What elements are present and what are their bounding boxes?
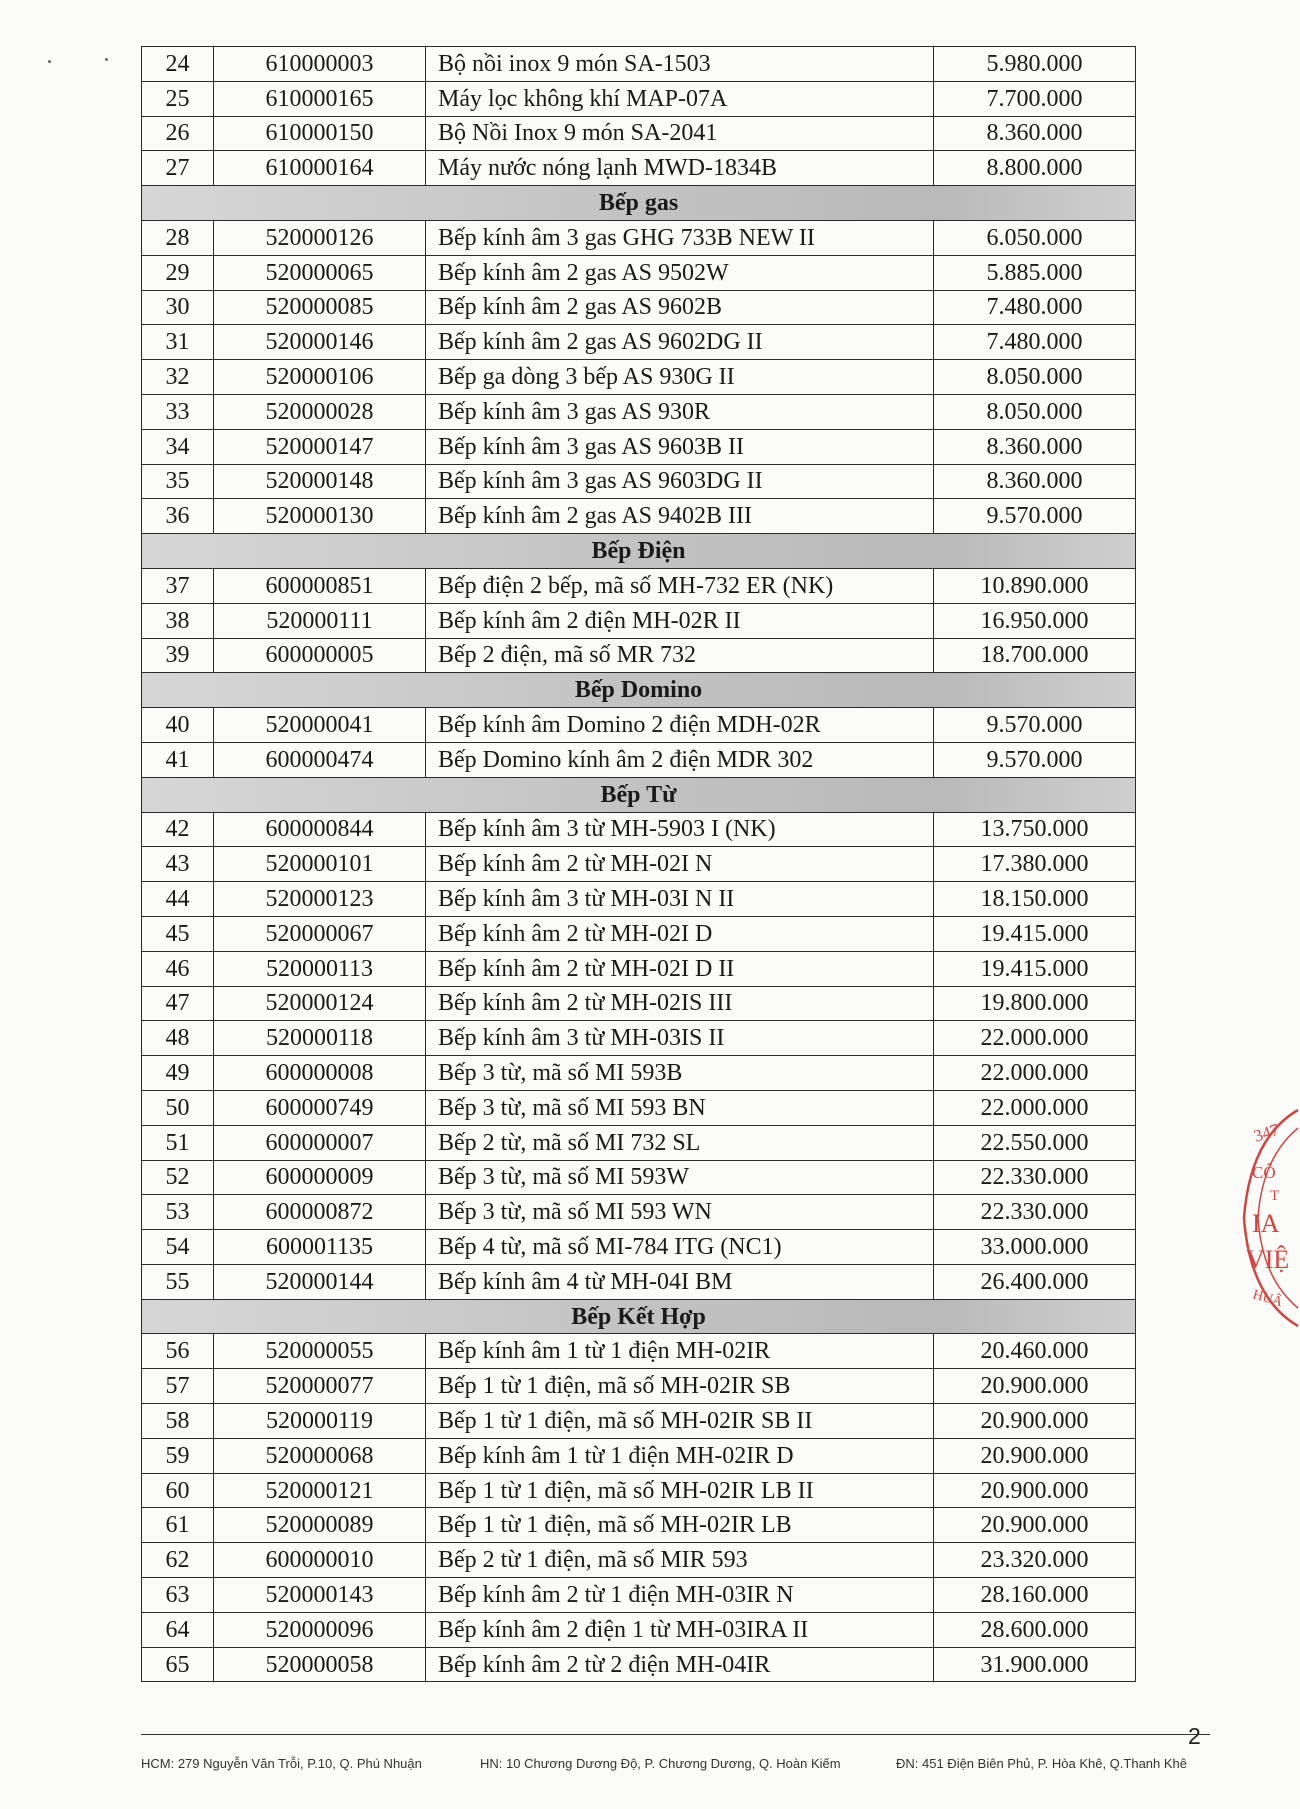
product-code: 520000147 bbox=[214, 429, 426, 464]
row-number: 45 bbox=[142, 916, 214, 951]
product-name: Bếp kính âm 2 gas AS 9602B bbox=[426, 290, 934, 325]
row-number: 36 bbox=[142, 499, 214, 534]
product-price: 22.000.000 bbox=[934, 1056, 1136, 1091]
product-name: Bếp 1 từ 1 điện, mã số MH-02IR SB bbox=[426, 1369, 934, 1404]
product-price: 5.885.000 bbox=[934, 255, 1136, 290]
category-header: Bếp Domino bbox=[142, 673, 1136, 708]
product-name: Bếp 3 từ, mã số MI 593 BN bbox=[426, 1090, 934, 1125]
price-table bbox=[141, 46, 1136, 1682]
table-row bbox=[142, 951, 1136, 986]
product-price: 20.900.000 bbox=[934, 1369, 1136, 1404]
svg-text:VIỆ: VIỆ bbox=[1246, 1245, 1290, 1274]
table-row bbox=[142, 255, 1136, 290]
product-name: Bếp 1 từ 1 điện, mã số MH-02IR LB bbox=[426, 1508, 934, 1543]
table-row bbox=[142, 360, 1136, 395]
product-code: 520000096 bbox=[214, 1612, 426, 1647]
row-number: 51 bbox=[142, 1125, 214, 1160]
product-price: 20.900.000 bbox=[934, 1438, 1136, 1473]
product-name: Bếp điện 2 bếp, mã số MH-732 ER (NK) bbox=[426, 568, 934, 603]
table-row bbox=[142, 1264, 1136, 1299]
product-code: 520000126 bbox=[214, 220, 426, 255]
product-name: Bếp 3 từ, mã số MI 593B bbox=[426, 1056, 934, 1091]
product-code: 600000749 bbox=[214, 1090, 426, 1125]
product-price: 22.330.000 bbox=[934, 1195, 1136, 1230]
table-row bbox=[142, 1021, 1136, 1056]
category-header-row bbox=[142, 1299, 1136, 1334]
product-price: 17.380.000 bbox=[934, 847, 1136, 882]
svg-text:T: T bbox=[1270, 1188, 1280, 1204]
table-row bbox=[142, 916, 1136, 951]
product-code: 520000068 bbox=[214, 1438, 426, 1473]
table-row bbox=[142, 1090, 1136, 1125]
product-name: Bộ nồi inox 9 món SA-1503 bbox=[426, 47, 934, 82]
product-code: 520000143 bbox=[214, 1578, 426, 1613]
row-number: 55 bbox=[142, 1264, 214, 1299]
footer-address-dn: ĐN: 451 Điện Biên Phủ, P. Hòa Khê, Q.Thanh Khê bbox=[896, 1756, 1187, 1771]
table-row bbox=[142, 1404, 1136, 1439]
row-number: 48 bbox=[142, 1021, 214, 1056]
product-price: 22.330.000 bbox=[934, 1160, 1136, 1195]
product-price: 22.000.000 bbox=[934, 1090, 1136, 1125]
table-row bbox=[142, 499, 1136, 534]
row-number: 24 bbox=[142, 47, 214, 82]
row-number: 54 bbox=[142, 1230, 214, 1265]
product-name: Bếp kính âm 2 từ MH-02I N bbox=[426, 847, 934, 882]
row-number: 25 bbox=[142, 81, 214, 116]
product-code: 600001135 bbox=[214, 1230, 426, 1265]
footer-divider bbox=[141, 1734, 1210, 1735]
category-header: Bếp Từ bbox=[142, 777, 1136, 812]
row-number: 63 bbox=[142, 1578, 214, 1613]
product-price: 16.950.000 bbox=[934, 603, 1136, 638]
product-name: Bếp kính âm 2 từ MH-02IS III bbox=[426, 986, 934, 1021]
product-price: 20.460.000 bbox=[934, 1334, 1136, 1369]
row-number: 33 bbox=[142, 394, 214, 429]
product-price: 20.900.000 bbox=[934, 1404, 1136, 1439]
product-name: Bếp 1 từ 1 điện, mã số MH-02IR LB II bbox=[426, 1473, 934, 1508]
row-number: 26 bbox=[142, 116, 214, 151]
table-row bbox=[142, 1543, 1136, 1578]
row-number: 41 bbox=[142, 742, 214, 777]
product-name: Bếp kính âm 2 điện MH-02R II bbox=[426, 603, 934, 638]
table-row bbox=[142, 1160, 1136, 1195]
product-code: 520000085 bbox=[214, 290, 426, 325]
row-number: 64 bbox=[142, 1612, 214, 1647]
product-code: 520000089 bbox=[214, 1508, 426, 1543]
product-name: Bếp 3 từ, mã số MI 593W bbox=[426, 1160, 934, 1195]
product-price: 22.000.000 bbox=[934, 1021, 1136, 1056]
svg-text:CÔ: CÔ bbox=[1252, 1163, 1276, 1182]
category-header: Bếp Kết Hợp bbox=[142, 1299, 1136, 1334]
table-row bbox=[142, 638, 1136, 673]
product-code: 520000055 bbox=[214, 1334, 426, 1369]
product-code: 520000146 bbox=[214, 325, 426, 360]
product-code: 600000008 bbox=[214, 1056, 426, 1091]
svg-text:347: 347 bbox=[1251, 1119, 1282, 1146]
product-price: 8.360.000 bbox=[934, 116, 1136, 151]
product-name: Bếp 2 từ, mã số MI 732 SL bbox=[426, 1125, 934, 1160]
table-row bbox=[142, 429, 1136, 464]
product-code: 610000003 bbox=[214, 47, 426, 82]
product-name: Bếp 2 từ 1 điện, mã số MIR 593 bbox=[426, 1543, 934, 1578]
scan-speck bbox=[105, 58, 108, 61]
row-number: 60 bbox=[142, 1473, 214, 1508]
category-header-row bbox=[142, 777, 1136, 812]
table-row bbox=[142, 81, 1136, 116]
product-code: 610000150 bbox=[214, 116, 426, 151]
row-number: 35 bbox=[142, 464, 214, 499]
row-number: 32 bbox=[142, 360, 214, 395]
product-name: Bếp kính âm Domino 2 điện MDH-02R bbox=[426, 708, 934, 743]
product-price: 7.700.000 bbox=[934, 81, 1136, 116]
category-header: Bếp Điện bbox=[142, 534, 1136, 569]
table-row bbox=[142, 1056, 1136, 1091]
product-price: 18.700.000 bbox=[934, 638, 1136, 673]
table-row bbox=[142, 708, 1136, 743]
product-code: 520000028 bbox=[214, 394, 426, 429]
product-name: Bếp kính âm 3 từ MH-03IS II bbox=[426, 1021, 934, 1056]
product-price: 8.360.000 bbox=[934, 464, 1136, 499]
product-code: 520000113 bbox=[214, 951, 426, 986]
row-number: 42 bbox=[142, 812, 214, 847]
table-row bbox=[142, 1508, 1136, 1543]
row-number: 59 bbox=[142, 1438, 214, 1473]
product-name: Bếp kính âm 1 từ 1 điện MH-02IR bbox=[426, 1334, 934, 1369]
row-number: 38 bbox=[142, 603, 214, 638]
table-row bbox=[142, 325, 1136, 360]
product-code: 520000041 bbox=[214, 708, 426, 743]
row-number: 52 bbox=[142, 1160, 214, 1195]
table-row bbox=[142, 47, 1136, 82]
row-number: 39 bbox=[142, 638, 214, 673]
table-row bbox=[142, 1438, 1136, 1473]
product-code: 520000101 bbox=[214, 847, 426, 882]
footer-address-hcm: HCM: 279 Nguyễn Văn Trỗi, P.10, Q. Phú Nhuận bbox=[141, 1756, 422, 1771]
product-code: 600000005 bbox=[214, 638, 426, 673]
product-price: 5.980.000 bbox=[934, 47, 1136, 82]
product-name: Bếp 1 từ 1 điện, mã số MH-02IR SB II bbox=[426, 1404, 934, 1439]
product-code: 600000007 bbox=[214, 1125, 426, 1160]
product-code: 600000010 bbox=[214, 1543, 426, 1578]
product-name: Máy lọc không khí MAP-07A bbox=[426, 81, 934, 116]
product-price: 8.800.000 bbox=[934, 151, 1136, 186]
scan-speck bbox=[48, 60, 51, 63]
row-number: 53 bbox=[142, 1195, 214, 1230]
table-row bbox=[142, 812, 1136, 847]
product-price: 19.800.000 bbox=[934, 986, 1136, 1021]
row-number: 29 bbox=[142, 255, 214, 290]
category-header-row bbox=[142, 534, 1136, 569]
table-row bbox=[142, 882, 1136, 917]
table-row bbox=[142, 1125, 1136, 1160]
row-number: 44 bbox=[142, 882, 214, 917]
product-name: Bếp kính âm 3 gas GHG 733B NEW II bbox=[426, 220, 934, 255]
product-price: 8.360.000 bbox=[934, 429, 1136, 464]
product-price: 31.900.000 bbox=[934, 1647, 1136, 1682]
row-number: 34 bbox=[142, 429, 214, 464]
row-number: 43 bbox=[142, 847, 214, 882]
row-number: 58 bbox=[142, 1404, 214, 1439]
product-name: Bếp Domino kính âm 2 điện MDR 302 bbox=[426, 742, 934, 777]
product-name: Bếp kính âm 2 từ MH-02I D bbox=[426, 916, 934, 951]
category-header-row bbox=[142, 673, 1136, 708]
product-name: Bếp 3 từ, mã số MI 593 WN bbox=[426, 1195, 934, 1230]
product-name: Bếp kính âm 2 gas AS 9402B III bbox=[426, 499, 934, 534]
product-name: Bếp kính âm 2 điện 1 từ MH-03IRA II bbox=[426, 1612, 934, 1647]
table-row bbox=[142, 220, 1136, 255]
row-number: 46 bbox=[142, 951, 214, 986]
product-price: 8.050.000 bbox=[934, 394, 1136, 429]
product-price: 28.160.000 bbox=[934, 1578, 1136, 1613]
table-row bbox=[142, 568, 1136, 603]
row-number: 56 bbox=[142, 1334, 214, 1369]
category-header: Bếp gas bbox=[142, 186, 1136, 221]
product-price: 28.600.000 bbox=[934, 1612, 1136, 1647]
table-row bbox=[142, 1647, 1136, 1682]
table-row bbox=[142, 1473, 1136, 1508]
product-price: 20.900.000 bbox=[934, 1508, 1136, 1543]
product-name: Bộ Nồi Inox 9 món SA-2041 bbox=[426, 116, 934, 151]
product-name: Bếp kính âm 2 gas AS 9602DG II bbox=[426, 325, 934, 360]
product-name: Máy nước nóng lạnh MWD-1834B bbox=[426, 151, 934, 186]
product-name: Bếp kính âm 1 từ 1 điện MH-02IR D bbox=[426, 1438, 934, 1473]
svg-text:IA: IA bbox=[1252, 1209, 1280, 1238]
table-row bbox=[142, 151, 1136, 186]
company-seal bbox=[1240, 1098, 1300, 1338]
product-price: 6.050.000 bbox=[934, 220, 1136, 255]
product-price: 33.000.000 bbox=[934, 1230, 1136, 1265]
row-number: 50 bbox=[142, 1090, 214, 1125]
product-name: Bếp kính âm 3 gas AS 930R bbox=[426, 394, 934, 429]
page-number: 2 bbox=[1188, 1723, 1201, 1749]
product-name: Bếp ga dòng 3 bếp AS 930G II bbox=[426, 360, 934, 395]
product-code: 520000130 bbox=[214, 499, 426, 534]
product-price: 26.400.000 bbox=[934, 1264, 1136, 1299]
product-name: Bếp 2 điện, mã số MR 732 bbox=[426, 638, 934, 673]
product-price: 19.415.000 bbox=[934, 951, 1136, 986]
product-price: 9.570.000 bbox=[934, 708, 1136, 743]
row-number: 57 bbox=[142, 1369, 214, 1404]
row-number: 28 bbox=[142, 220, 214, 255]
product-name: Bếp kính âm 2 từ 2 điện MH-04IR bbox=[426, 1647, 934, 1682]
product-name: Bếp kính âm 3 gas AS 9603B II bbox=[426, 429, 934, 464]
product-name: Bếp kính âm 4 từ MH-04I BM bbox=[426, 1264, 934, 1299]
row-number: 47 bbox=[142, 986, 214, 1021]
product-price: 13.750.000 bbox=[934, 812, 1136, 847]
table-row bbox=[142, 1334, 1136, 1369]
row-number: 30 bbox=[142, 290, 214, 325]
product-price: 23.320.000 bbox=[934, 1543, 1136, 1578]
product-price: 22.550.000 bbox=[934, 1125, 1136, 1160]
product-code: 520000124 bbox=[214, 986, 426, 1021]
footer-address-hn: HN: 10 Chương Dương Độ, P. Chương Dương, Q. Hoàn Kiếm bbox=[480, 1756, 841, 1771]
product-code: 520000123 bbox=[214, 882, 426, 917]
product-name: Bếp kính âm 2 từ 1 điện MH-03IR N bbox=[426, 1578, 934, 1613]
product-price: 9.570.000 bbox=[934, 499, 1136, 534]
row-number: 49 bbox=[142, 1056, 214, 1091]
row-number: 62 bbox=[142, 1543, 214, 1578]
table-row bbox=[142, 290, 1136, 325]
table-row bbox=[142, 1195, 1136, 1230]
table-row bbox=[142, 394, 1136, 429]
product-price: 8.050.000 bbox=[934, 360, 1136, 395]
product-name: Bếp kính âm 3 từ MH-5903 I (NK) bbox=[426, 812, 934, 847]
row-number: 31 bbox=[142, 325, 214, 360]
product-code: 520000144 bbox=[214, 1264, 426, 1299]
table-row bbox=[142, 1230, 1136, 1265]
row-number: 61 bbox=[142, 1508, 214, 1543]
product-code: 520000121 bbox=[214, 1473, 426, 1508]
product-code: 610000164 bbox=[214, 151, 426, 186]
product-price: 9.570.000 bbox=[934, 742, 1136, 777]
product-code: 520000058 bbox=[214, 1647, 426, 1682]
product-code: 520000106 bbox=[214, 360, 426, 395]
product-price: 10.890.000 bbox=[934, 568, 1136, 603]
table-row bbox=[142, 1578, 1136, 1613]
product-code: 600000872 bbox=[214, 1195, 426, 1230]
product-price: 20.900.000 bbox=[934, 1473, 1136, 1508]
product-name: Bếp 4 từ, mã số MI-784 ITG (NC1) bbox=[426, 1230, 934, 1265]
product-price: 7.480.000 bbox=[934, 325, 1136, 360]
product-code: 520000065 bbox=[214, 255, 426, 290]
price-table-body bbox=[142, 47, 1136, 1682]
product-code: 600000844 bbox=[214, 812, 426, 847]
product-code: 520000118 bbox=[214, 1021, 426, 1056]
table-row bbox=[142, 986, 1136, 1021]
product-code: 520000067 bbox=[214, 916, 426, 951]
product-code: 520000111 bbox=[214, 603, 426, 638]
table-row bbox=[142, 1369, 1136, 1404]
table-row bbox=[142, 116, 1136, 151]
category-header-row bbox=[142, 186, 1136, 221]
product-code: 600000009 bbox=[214, 1160, 426, 1195]
product-price: 7.480.000 bbox=[934, 290, 1136, 325]
product-name: Bếp kính âm 2 từ MH-02I D II bbox=[426, 951, 934, 986]
product-code: 600000851 bbox=[214, 568, 426, 603]
product-name: Bếp kính âm 3 gas AS 9603DG II bbox=[426, 464, 934, 499]
product-code: 520000119 bbox=[214, 1404, 426, 1439]
product-code: 600000474 bbox=[214, 742, 426, 777]
table-row bbox=[142, 464, 1136, 499]
table-row bbox=[142, 603, 1136, 638]
product-price: 18.150.000 bbox=[934, 882, 1136, 917]
table-row bbox=[142, 847, 1136, 882]
product-name: Bếp kính âm 2 gas AS 9502W bbox=[426, 255, 934, 290]
product-name: Bếp kính âm 3 từ MH-03I N II bbox=[426, 882, 934, 917]
row-number: 37 bbox=[142, 568, 214, 603]
product-code: 610000165 bbox=[214, 81, 426, 116]
table-row bbox=[142, 1612, 1136, 1647]
svg-text:HUẬ: HUẬ bbox=[1250, 1287, 1285, 1311]
product-code: 520000148 bbox=[214, 464, 426, 499]
row-number: 65 bbox=[142, 1647, 214, 1682]
table-row bbox=[142, 742, 1136, 777]
product-price: 19.415.000 bbox=[934, 916, 1136, 951]
product-code: 520000077 bbox=[214, 1369, 426, 1404]
row-number: 27 bbox=[142, 151, 214, 186]
row-number: 40 bbox=[142, 708, 214, 743]
